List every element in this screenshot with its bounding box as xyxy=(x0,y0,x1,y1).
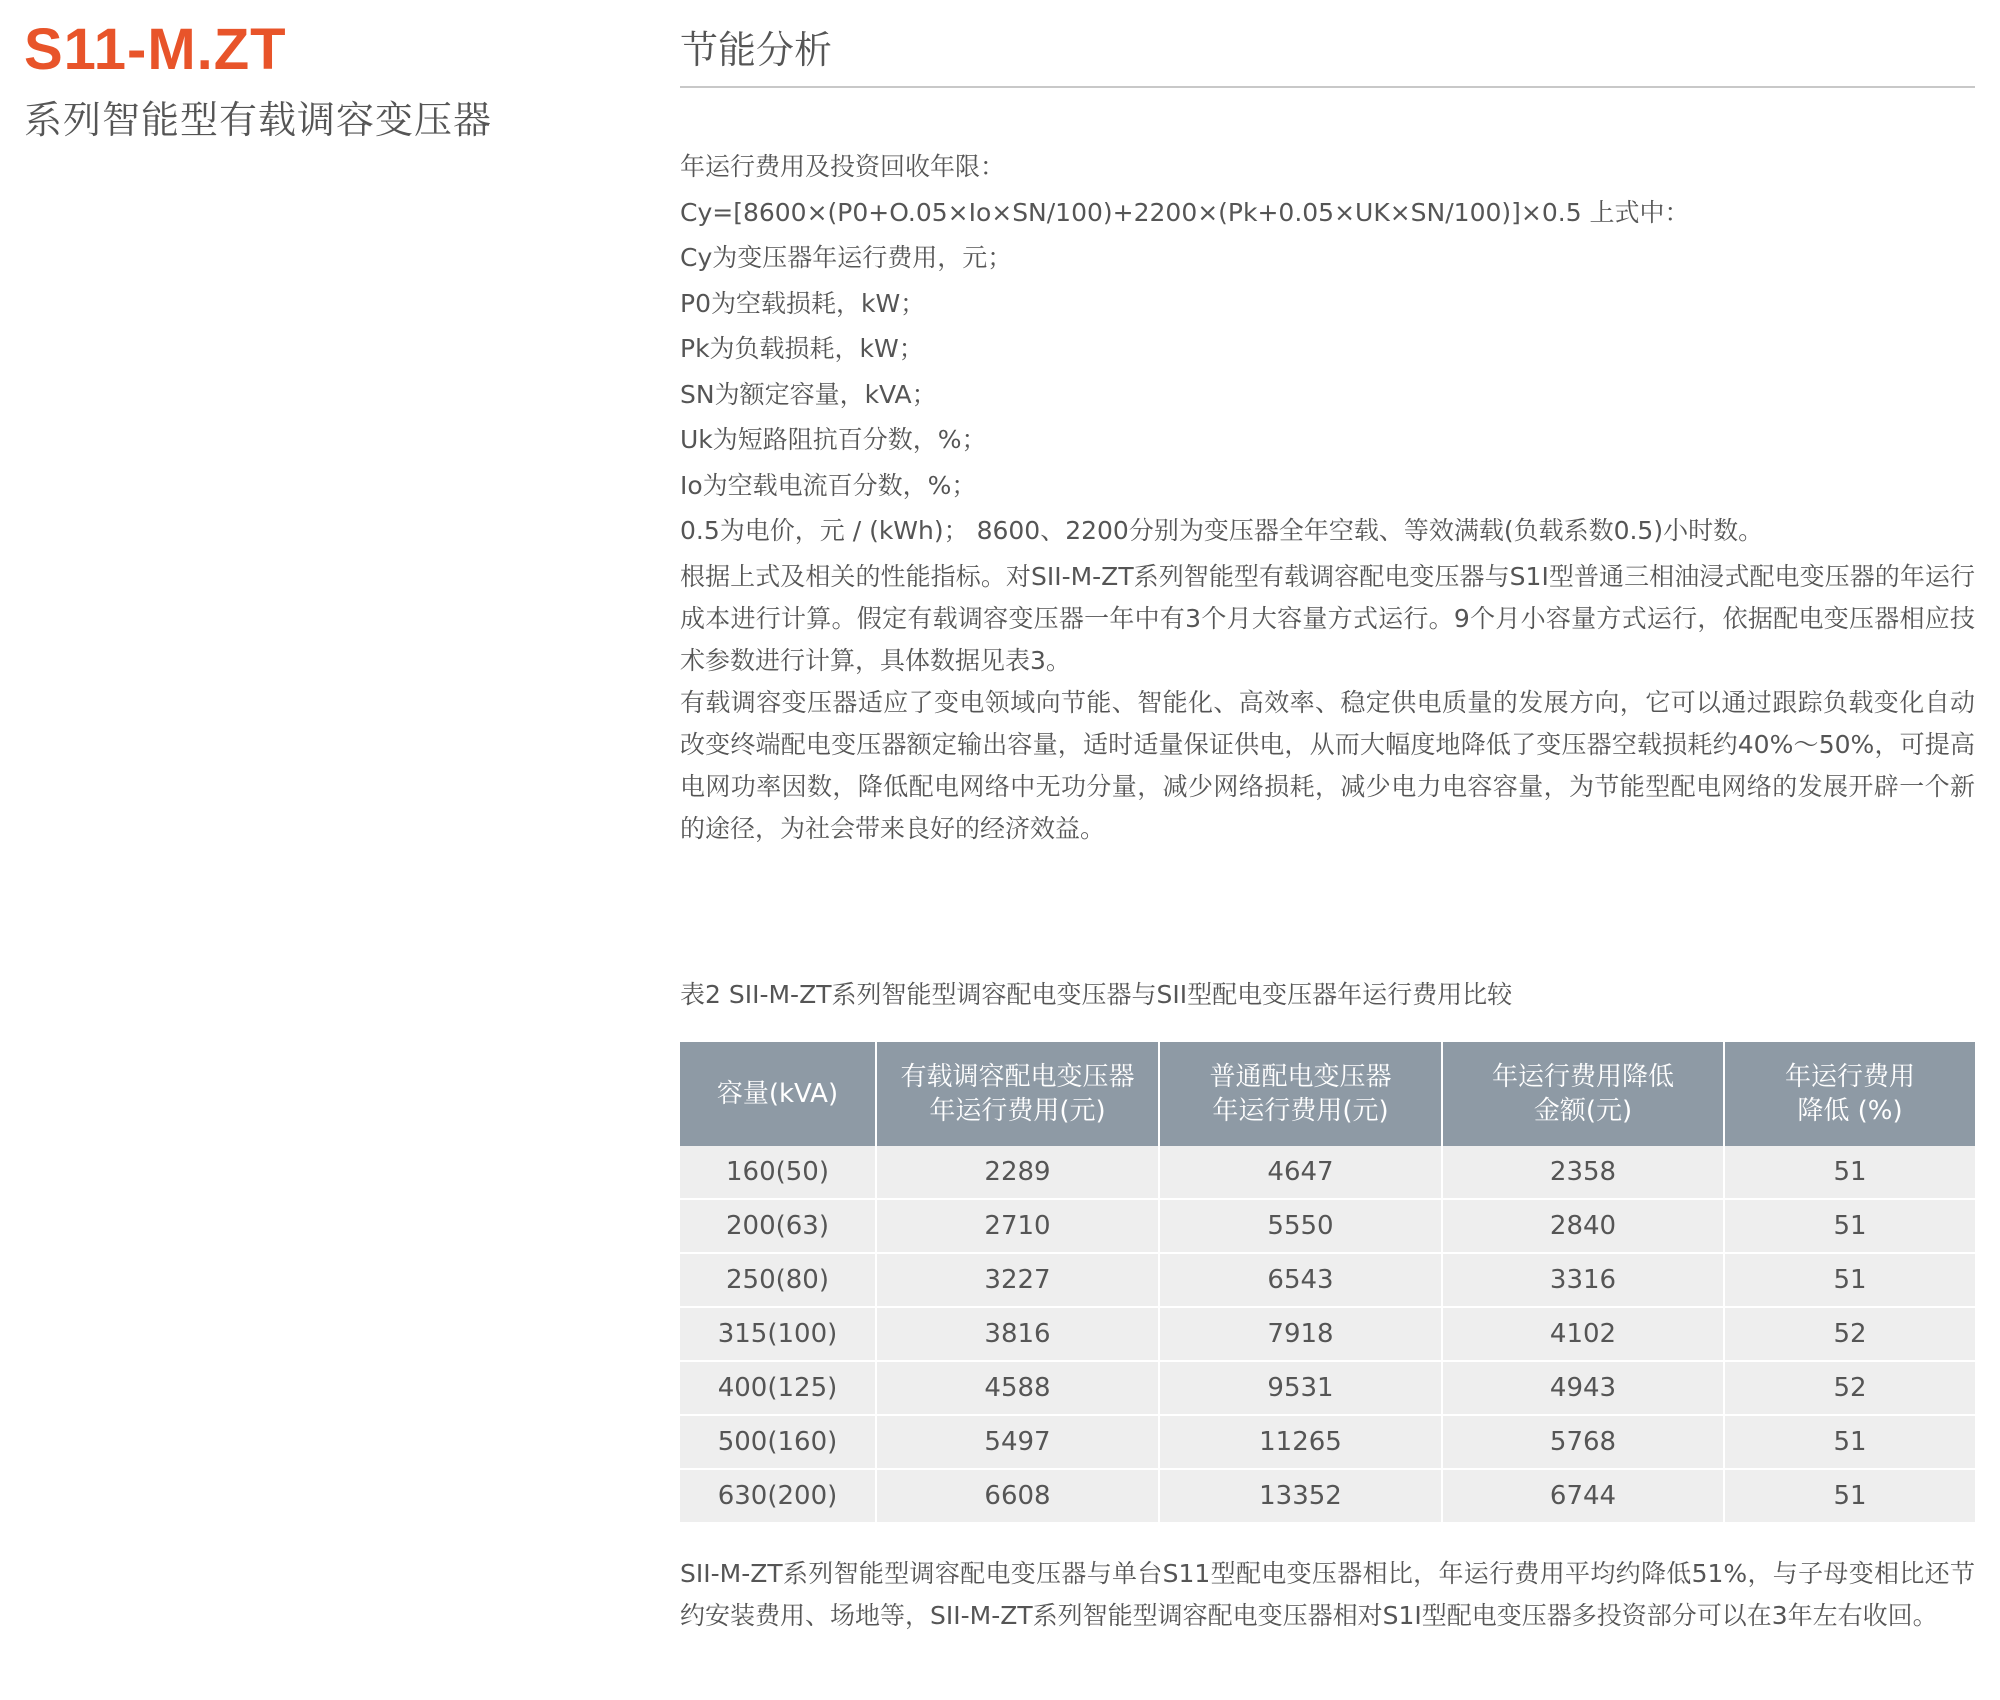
table-row xyxy=(680,1361,1975,1415)
table-cell: 500(160) xyxy=(680,1415,876,1469)
title-divider xyxy=(680,86,1975,88)
table-cell: 315(100) xyxy=(680,1307,876,1361)
table-cell: 11265 xyxy=(1159,1415,1442,1469)
text-line: SN为额定容量，kVA； xyxy=(680,379,937,409)
product-code: S11-M.ZT xyxy=(24,17,287,82)
table-cell: 630(200) xyxy=(680,1469,876,1523)
table-row xyxy=(680,1199,1975,1253)
table-cell: 51 xyxy=(1724,1253,1975,1307)
table-cell: 52 xyxy=(1724,1307,1975,1361)
table-cell: 6744 xyxy=(1442,1469,1724,1523)
text-line: Cy为变压器年运行费用，元； xyxy=(680,243,1013,272)
table-cell: 5497 xyxy=(876,1415,1159,1469)
product-name: 系列智能型有载调容变压器 xyxy=(24,98,493,142)
table-header-row xyxy=(680,1042,1975,1146)
table-caption: 表2 SII-M-ZT系列智能型调容配电变压器与SII型配电变压器年运行费用比较 xyxy=(680,980,1513,1009)
header-ordinary-cost: 普通配电变压器 年运行费用(元) xyxy=(1159,1042,1442,1146)
header-saving-percent: 年运行费用 降低 (%) xyxy=(1724,1042,1975,1146)
table-cell: 6608 xyxy=(876,1469,1159,1523)
text-line: 0.5为电价，元 / (kWh)； 8600、2200分别为变压器全年空载、等效满载(负载系数0.5)小时数。 xyxy=(680,516,1764,545)
table-row xyxy=(680,1469,1975,1523)
text-line: Io为空载电流百分数，%； xyxy=(680,470,977,500)
table-row xyxy=(680,1415,1975,1469)
table-cell: 4647 xyxy=(1159,1146,1442,1199)
table-cell: 51 xyxy=(1724,1469,1975,1523)
table-cell: 51 xyxy=(1724,1199,1975,1253)
table-cell: 3227 xyxy=(876,1253,1159,1307)
table-cell: 3816 xyxy=(876,1307,1159,1361)
table-cell: 51 xyxy=(1724,1415,1975,1469)
table-cell: 13352 xyxy=(1159,1469,1442,1523)
table-cell: 2710 xyxy=(876,1199,1159,1253)
header-capacity: 容量(kVA) xyxy=(680,1042,876,1146)
header-adjustable-cost: 有载调容配电变压器 年运行费用(元) xyxy=(876,1042,1159,1146)
text-line: Uk为短路阻抗百分数，%； xyxy=(680,425,987,454)
formula-line: Cy=[8600×(P0+O.05×Io×SN/100)+2200×(Pk+0.05×UK×SN/100)]×0.5 上式中： xyxy=(680,197,1690,227)
paragraph: 有载调容变压器适应了变电领域向节能、智能化、高效率、稳定供电质量的发展方向，它可以通过跟踪负载变化自动改变终端配电变压器额定输出容量，适时适量保证供电，从而大幅度地降低了变压器空载损耗约40%～50%，可提高电网功率因数，降低配电网络中无功分量，减少网络损耗，减少电力电容容量，为节能型配电网络的发展开辟一个新的途径，为社会带来良好的经济效益。 xyxy=(680,687,1975,843)
section-title: 节能分析 xyxy=(680,28,833,72)
cost-comparison-table xyxy=(680,1042,1975,1524)
table-cell: 2358 xyxy=(1442,1146,1724,1199)
table-cell: 5768 xyxy=(1442,1415,1724,1469)
text-line: Pk为负载损耗，kW； xyxy=(680,334,924,363)
table-cell: 5550 xyxy=(1159,1199,1442,1253)
table-cell: 4943 xyxy=(1442,1361,1724,1415)
paragraph: 根据上式及相关的性能指标。对SII-M-ZT系列智能型有载调容配电变压器与S1I型普通三相油浸式配电变压器的年运行成本进行计算。假定有载调容变压器一年中有3个月大容量方式运行。9个月小容量方式运行，依据配电变压器相应技术参数进行计算，具体数据见表3。 xyxy=(680,561,1975,675)
table-cell: 6543 xyxy=(1159,1253,1442,1307)
conclusion-text xyxy=(680,1553,1975,1637)
analysis-text xyxy=(680,144,1975,850)
table-cell: 2289 xyxy=(876,1146,1159,1199)
header-saving-amount: 年运行费用降低 金额(元) xyxy=(1442,1042,1724,1146)
table-cell: 200(63) xyxy=(680,1199,876,1253)
table-row xyxy=(680,1253,1975,1307)
table-cell: 400(125) xyxy=(680,1361,876,1415)
table-cell: 52 xyxy=(1724,1361,1975,1415)
paragraph: SII-M-ZT系列智能型调容配电变压器与单台S11型配电变压器相比，年运行费用平均约降低51%，与子母变相比还节约安装费用、场地等，SII-M-ZT系列智能型调容配电变压器相对S1I型配电变压器多投资部分可以在3年左右收回。 xyxy=(680,1559,1975,1630)
table-cell: 2840 xyxy=(1442,1199,1724,1253)
table-row xyxy=(680,1307,1975,1361)
table-cell: 4102 xyxy=(1442,1307,1724,1361)
table-row xyxy=(680,1146,1975,1199)
table-cell: 3316 xyxy=(1442,1253,1724,1307)
text-line: P0为空载损耗，kW； xyxy=(680,288,926,318)
table-cell: 51 xyxy=(1724,1146,1975,1199)
table-cell: 7918 xyxy=(1159,1307,1442,1361)
table-cell: 9531 xyxy=(1159,1361,1442,1415)
text-line: 年运行费用及投资回收年限： xyxy=(680,152,1006,181)
table-cell: 250(80) xyxy=(680,1253,876,1307)
table-cell: 160(50) xyxy=(680,1146,876,1199)
table-cell: 4588 xyxy=(876,1361,1159,1415)
